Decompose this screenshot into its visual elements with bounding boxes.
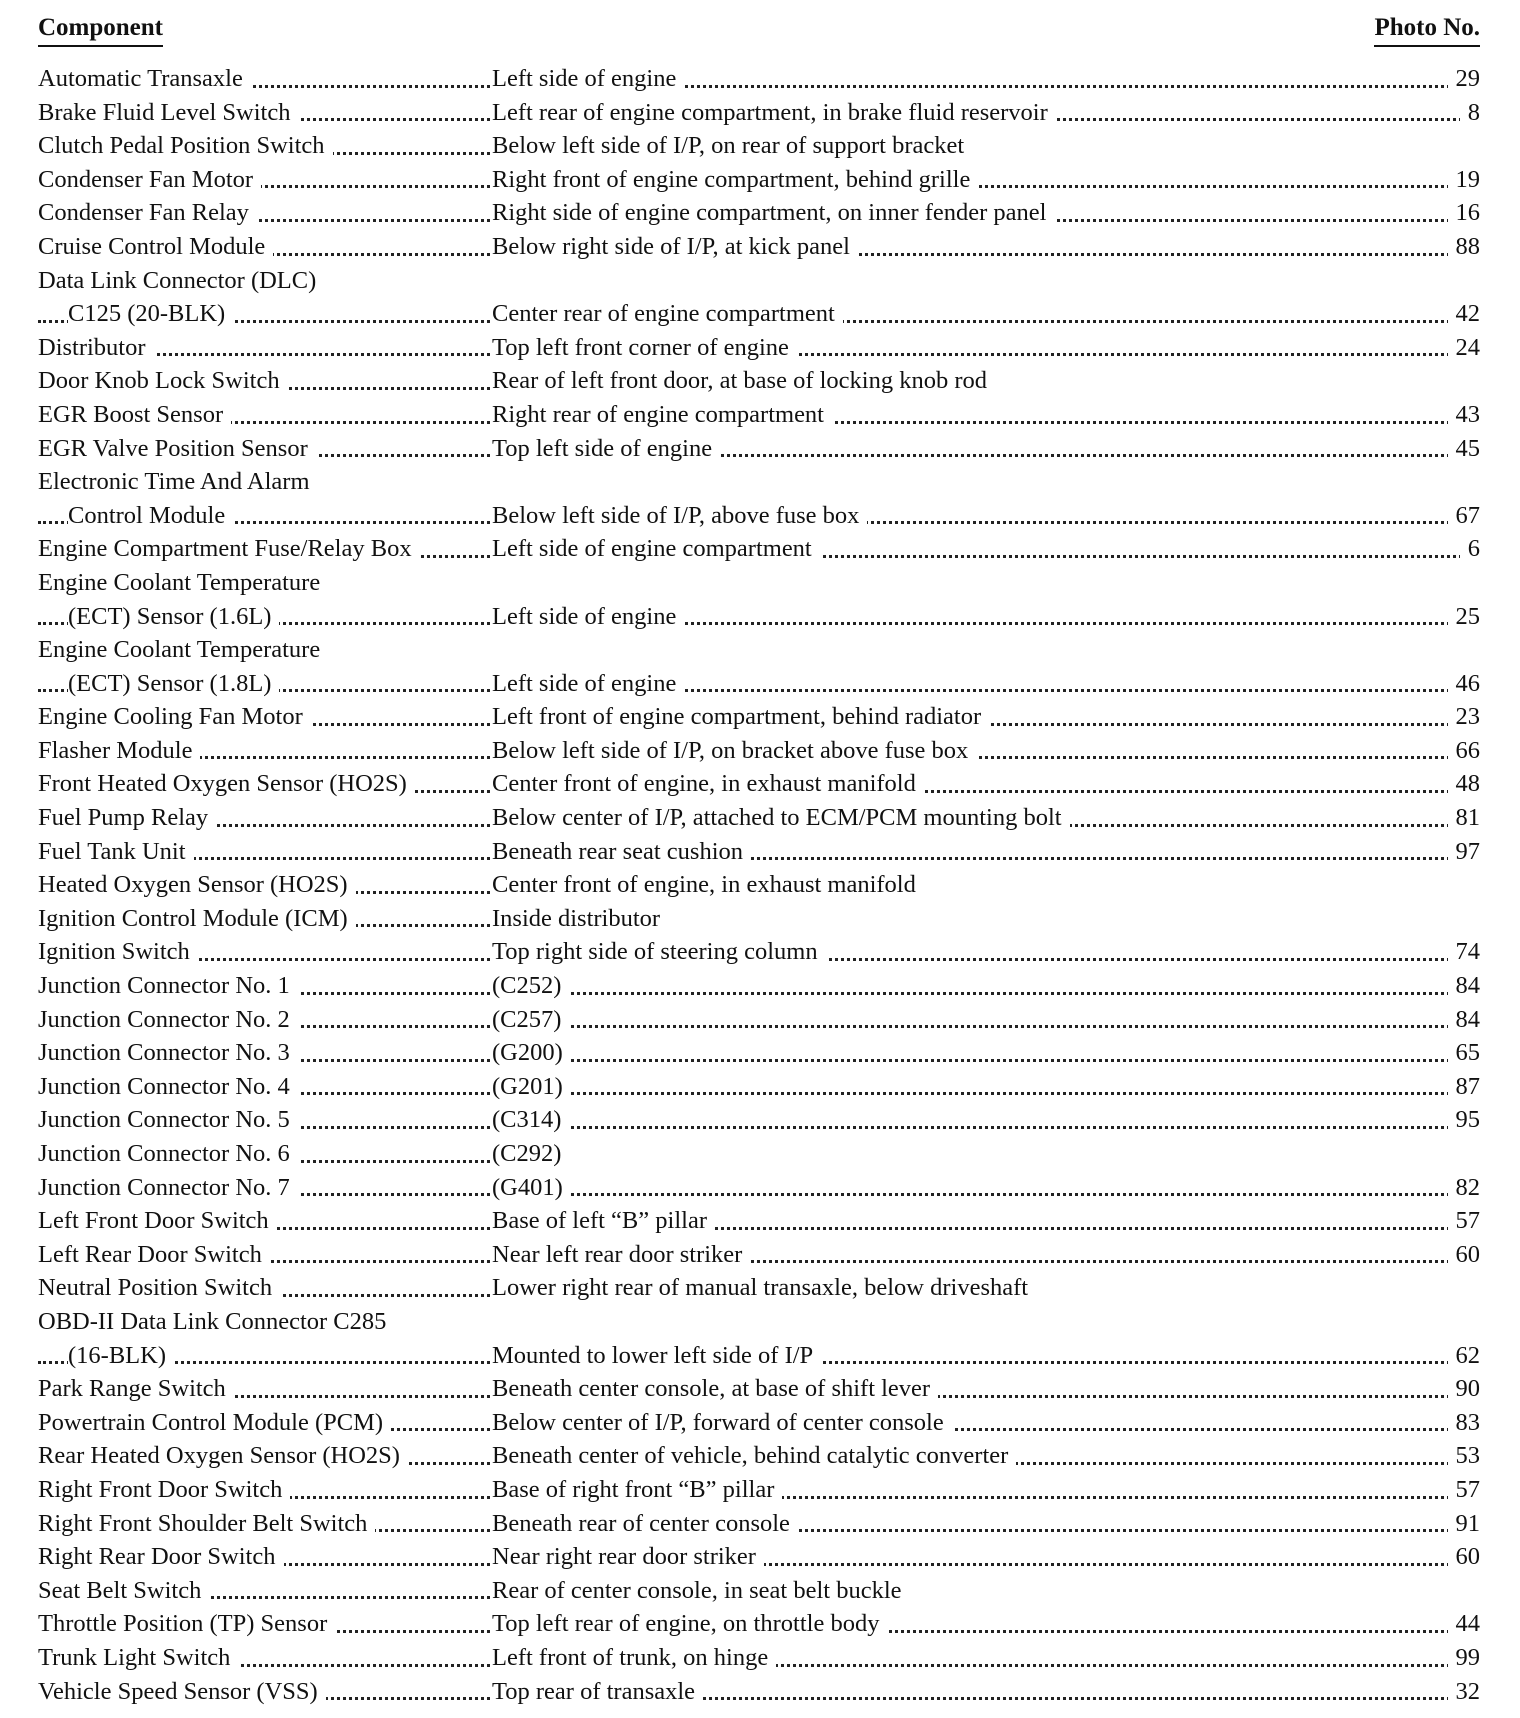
component-cell bbox=[38, 1305, 490, 1339]
photo-number: 84 bbox=[1448, 969, 1481, 1003]
table-row bbox=[38, 196, 1480, 230]
component-cell bbox=[38, 1406, 490, 1440]
photo-number: 84 bbox=[1448, 1003, 1481, 1037]
location-text: Below left side of I/P, above fuse box bbox=[492, 502, 867, 529]
photo-number: 53 bbox=[1448, 1439, 1481, 1473]
location-cell bbox=[492, 902, 1480, 936]
location-text: (C292) bbox=[492, 1140, 569, 1167]
component-cell bbox=[38, 1238, 490, 1272]
location-text: Top left side of engine bbox=[492, 435, 720, 462]
table-row bbox=[38, 767, 1480, 801]
location-text: Beneath center of vehicle, behind catalytic converter bbox=[492, 1442, 1016, 1469]
dot-leader bbox=[492, 992, 1480, 995]
location-cell bbox=[492, 1171, 1480, 1205]
location-cell bbox=[492, 1607, 1480, 1641]
dot-leader bbox=[492, 1059, 1480, 1062]
component-name: (16-BLK) bbox=[68, 1342, 174, 1369]
component-cell bbox=[38, 767, 490, 801]
component-name: Seat Belt Switch bbox=[38, 1577, 209, 1604]
location-cell bbox=[492, 398, 1480, 432]
location-text: Beneath rear of center console bbox=[492, 1510, 798, 1537]
dot-leader bbox=[492, 1193, 1480, 1196]
photo-number: 67 bbox=[1448, 499, 1481, 533]
component-name: Right Rear Door Switch bbox=[38, 1543, 284, 1570]
component-cell bbox=[38, 600, 490, 634]
location-cell bbox=[492, 667, 1480, 701]
table-row bbox=[38, 868, 1480, 902]
component-name: Junction Connector No. 3 bbox=[38, 1039, 298, 1066]
photo-number: 46 bbox=[1448, 667, 1481, 701]
location-cell bbox=[492, 700, 1480, 734]
table-row bbox=[38, 1675, 1480, 1709]
photo-number: 44 bbox=[1448, 1607, 1481, 1641]
component-name: Fuel Tank Unit bbox=[38, 838, 194, 865]
table-row bbox=[38, 1339, 1480, 1373]
photo-number: 95 bbox=[1448, 1103, 1481, 1137]
location-text: Center front of engine, in exhaust manifold bbox=[492, 871, 924, 898]
location-text: Left rear of engine compartment, in brake fluid reservoir bbox=[492, 99, 1056, 126]
table-row bbox=[38, 1574, 1480, 1608]
component-name: Trunk Light Switch bbox=[38, 1644, 238, 1671]
component-cell bbox=[38, 868, 490, 902]
component-cell bbox=[38, 1574, 490, 1608]
location-cell bbox=[492, 62, 1480, 96]
location-text: (G201) bbox=[492, 1073, 571, 1100]
location-cell bbox=[492, 767, 1480, 801]
location-text: Near left rear door striker bbox=[492, 1241, 750, 1268]
component-cell bbox=[38, 499, 490, 533]
location-cell bbox=[492, 532, 1480, 566]
location-cell bbox=[492, 1271, 1480, 1305]
component-table bbox=[38, 62, 1480, 1708]
component-name: Automatic Transaxle bbox=[38, 65, 251, 92]
component-name: Junction Connector No. 1 bbox=[38, 972, 298, 999]
location-cell bbox=[492, 297, 1480, 331]
photo-number: 23 bbox=[1448, 700, 1481, 734]
component-cell bbox=[38, 432, 490, 466]
location-text: Base of left “B” pillar bbox=[492, 1207, 715, 1234]
location-text: Center rear of engine compartment bbox=[492, 300, 843, 327]
location-text: Lower right rear of manual transaxle, below driveshaft bbox=[492, 1274, 1036, 1301]
component-name: Neutral Position Switch bbox=[38, 1274, 280, 1301]
component-name: Engine Cooling Fan Motor bbox=[38, 703, 311, 730]
location-text: Left side of engine bbox=[492, 65, 684, 92]
component-cell bbox=[38, 835, 490, 869]
photo-number: 65 bbox=[1448, 1036, 1481, 1070]
component-name: Condenser Fan Relay bbox=[38, 199, 257, 226]
location-cell bbox=[492, 1439, 1480, 1473]
location-cell bbox=[492, 1103, 1480, 1137]
component-cell bbox=[38, 1641, 490, 1675]
table-row bbox=[38, 129, 1480, 163]
location-text: Left side of engine bbox=[492, 603, 684, 630]
component-cell bbox=[38, 1507, 490, 1541]
component-cell bbox=[38, 532, 490, 566]
component-name: OBD-II Data Link Connector C285 bbox=[38, 1308, 394, 1335]
photo-number: 90 bbox=[1448, 1372, 1481, 1406]
location-cell bbox=[492, 1540, 1480, 1574]
table-row bbox=[38, 1238, 1480, 1272]
table-row bbox=[38, 331, 1480, 365]
location-cell bbox=[492, 801, 1480, 835]
location-text: (G401) bbox=[492, 1174, 571, 1201]
component-cell bbox=[38, 1070, 490, 1104]
dot-leader bbox=[492, 1025, 1480, 1028]
component-name: Throttle Position (TP) Sensor bbox=[38, 1610, 335, 1637]
location-text: Inside distributor bbox=[492, 905, 668, 932]
table-row bbox=[38, 734, 1480, 768]
component-name: Right Front Door Switch bbox=[38, 1476, 290, 1503]
location-text: Right side of engine compartment, on inner fender panel bbox=[492, 199, 1054, 226]
photo-number: 42 bbox=[1448, 297, 1481, 331]
component-name: Engine Coolant Temperature bbox=[38, 569, 328, 596]
location-text: Below left side of I/P, on rear of support bracket bbox=[492, 132, 972, 159]
component-cell bbox=[38, 62, 490, 96]
location-text: Left side of engine compartment bbox=[492, 535, 820, 562]
photo-number: 87 bbox=[1448, 1070, 1481, 1104]
location-text: Left front of trunk, on hinge bbox=[492, 1644, 776, 1671]
location-cell bbox=[492, 163, 1480, 197]
table-row bbox=[38, 62, 1480, 96]
location-text: Below center of I/P, forward of center console bbox=[492, 1409, 952, 1436]
location-text: Below center of I/P, attached to ECM/PCM mounting bolt bbox=[492, 804, 1070, 831]
location-text: Rear of center console, in seat belt buckle bbox=[492, 1577, 910, 1604]
component-name: Heated Oxygen Sensor (HO2S) bbox=[38, 871, 356, 898]
component-name: Control Module bbox=[68, 502, 233, 529]
component-cell bbox=[38, 364, 490, 398]
component-name: Right Front Shoulder Belt Switch bbox=[38, 1510, 375, 1537]
location-cell bbox=[492, 129, 1480, 163]
component-name: Front Heated Oxygen Sensor (HO2S) bbox=[38, 770, 415, 797]
component-name: Cruise Control Module bbox=[38, 233, 273, 260]
table-row bbox=[38, 1171, 1480, 1205]
photo-number: 25 bbox=[1448, 600, 1481, 634]
component-column-header: Component bbox=[38, 14, 163, 47]
component-name: Ignition Switch bbox=[38, 938, 198, 965]
photo-number: 88 bbox=[1448, 230, 1481, 264]
component-cell bbox=[38, 700, 490, 734]
table-row bbox=[38, 1003, 1480, 1037]
table-row bbox=[38, 969, 1480, 1003]
location-cell bbox=[492, 1238, 1480, 1272]
component-name: Powertrain Control Module (PCM) bbox=[38, 1409, 391, 1436]
table-row bbox=[38, 633, 1480, 667]
photo-number: 32 bbox=[1448, 1675, 1481, 1709]
table-row bbox=[38, 1204, 1480, 1238]
component-cell bbox=[38, 465, 490, 499]
component-cell bbox=[38, 1137, 490, 1171]
location-text: Below left side of I/P, on bracket above fuse box bbox=[492, 737, 976, 764]
component-cell bbox=[38, 935, 490, 969]
photo-number: 8 bbox=[1460, 96, 1480, 130]
table-row bbox=[38, 364, 1480, 398]
photo-number: 6 bbox=[1460, 532, 1480, 566]
component-cell bbox=[38, 1372, 490, 1406]
location-text: (G200) bbox=[492, 1039, 571, 1066]
component-name: Fuel Pump Relay bbox=[38, 804, 216, 831]
location-cell bbox=[492, 1675, 1480, 1709]
table-row bbox=[38, 600, 1480, 634]
table-row bbox=[38, 297, 1480, 331]
photo-number: 57 bbox=[1448, 1204, 1481, 1238]
photo-number: 66 bbox=[1448, 734, 1481, 768]
component-name: Junction Connector No. 6 bbox=[38, 1140, 298, 1167]
location-text: Right rear of engine compartment bbox=[492, 401, 832, 428]
photo-number: 60 bbox=[1448, 1238, 1481, 1272]
component-name: Engine Coolant Temperature bbox=[38, 636, 328, 663]
component-cell bbox=[38, 1607, 490, 1641]
photo-number: 48 bbox=[1448, 767, 1481, 801]
table-row bbox=[38, 398, 1480, 432]
location-cell bbox=[492, 1372, 1480, 1406]
component-cell bbox=[38, 1204, 490, 1238]
component-name: EGR Boost Sensor bbox=[38, 401, 231, 428]
component-cell bbox=[38, 297, 490, 331]
component-cell bbox=[38, 969, 490, 1003]
location-cell bbox=[492, 935, 1480, 969]
component-cell bbox=[38, 96, 490, 130]
table-row bbox=[38, 1406, 1480, 1440]
location-cell bbox=[492, 331, 1480, 365]
photo-number: 82 bbox=[1448, 1171, 1481, 1205]
component-cell bbox=[38, 633, 490, 667]
location-cell bbox=[492, 1406, 1480, 1440]
location-cell bbox=[492, 868, 1480, 902]
location-cell bbox=[492, 230, 1480, 264]
photo-number: 97 bbox=[1448, 835, 1481, 869]
component-name: C125 (20-BLK) bbox=[68, 300, 233, 327]
location-text: Rear of left front door, at base of locking knob rod bbox=[492, 367, 995, 394]
table-row bbox=[38, 801, 1480, 835]
component-name: Junction Connector No. 2 bbox=[38, 1006, 298, 1033]
table-row bbox=[38, 163, 1480, 197]
table-header bbox=[38, 14, 1480, 47]
dot-leader bbox=[492, 1126, 1480, 1129]
photo-number: 19 bbox=[1448, 163, 1481, 197]
component-name: Left Front Door Switch bbox=[38, 1207, 277, 1234]
location-text: (C314) bbox=[492, 1106, 569, 1133]
photo-number: 16 bbox=[1448, 196, 1481, 230]
location-cell bbox=[492, 969, 1480, 1003]
location-cell bbox=[492, 364, 1480, 398]
component-name: Flasher Module bbox=[38, 737, 200, 764]
component-cell bbox=[38, 667, 490, 701]
table-row bbox=[38, 1372, 1480, 1406]
photo-number: 62 bbox=[1448, 1339, 1481, 1373]
location-text: Near right rear door striker bbox=[492, 1543, 764, 1570]
table-row bbox=[38, 835, 1480, 869]
photo-number: 45 bbox=[1448, 432, 1481, 466]
table-row bbox=[38, 1439, 1480, 1473]
location-cell bbox=[492, 600, 1480, 634]
table-row bbox=[38, 1607, 1480, 1641]
table-row bbox=[38, 1103, 1480, 1137]
table-row bbox=[38, 264, 1480, 298]
component-cell bbox=[38, 566, 490, 600]
location-cell bbox=[492, 499, 1480, 533]
component-cell bbox=[38, 1171, 490, 1205]
location-text: (C257) bbox=[492, 1006, 569, 1033]
location-cell bbox=[492, 1641, 1480, 1675]
location-cell bbox=[492, 1204, 1480, 1238]
component-name: Engine Compartment Fuse/Relay Box bbox=[38, 535, 420, 562]
component-name: Left Rear Door Switch bbox=[38, 1241, 270, 1268]
component-cell bbox=[38, 163, 490, 197]
photo-number: 99 bbox=[1448, 1641, 1481, 1675]
component-name: Electronic Time And Alarm bbox=[38, 468, 318, 495]
table-row bbox=[38, 1036, 1480, 1070]
component-name: EGR Valve Position Sensor bbox=[38, 435, 316, 462]
component-cell bbox=[38, 902, 490, 936]
component-name: Rear Heated Oxygen Sensor (HO2S) bbox=[38, 1442, 408, 1469]
location-text: Top left front corner of engine bbox=[492, 334, 797, 361]
component-cell bbox=[38, 398, 490, 432]
table-row bbox=[38, 1070, 1480, 1104]
component-name: Ignition Control Module (ICM) bbox=[38, 905, 356, 932]
component-cell bbox=[38, 230, 490, 264]
table-row bbox=[38, 566, 1480, 600]
table-row bbox=[38, 1507, 1480, 1541]
location-text: Base of right front “B” pillar bbox=[492, 1476, 782, 1503]
component-name: Vehicle Speed Sensor (VSS) bbox=[38, 1678, 326, 1705]
component-cell bbox=[38, 1675, 490, 1709]
location-cell bbox=[492, 1137, 1480, 1171]
location-cell bbox=[492, 1473, 1480, 1507]
location-cell bbox=[492, 1003, 1480, 1037]
table-row bbox=[38, 432, 1480, 466]
component-cell bbox=[38, 801, 490, 835]
location-text: Top rear of transaxle bbox=[492, 1678, 703, 1705]
photo-number: 57 bbox=[1448, 1473, 1481, 1507]
table-row bbox=[38, 465, 1480, 499]
location-text: Beneath center console, at base of shift lever bbox=[492, 1375, 938, 1402]
photo-column-header: Photo No. bbox=[1374, 14, 1480, 47]
table-row bbox=[38, 230, 1480, 264]
location-cell bbox=[492, 1070, 1480, 1104]
location-cell bbox=[492, 96, 1480, 130]
component-name: Distributor bbox=[38, 334, 154, 361]
component-cell bbox=[38, 1540, 490, 1574]
photo-number: 74 bbox=[1448, 935, 1481, 969]
location-cell bbox=[492, 432, 1480, 466]
table-row bbox=[38, 1540, 1480, 1574]
component-cell bbox=[38, 1439, 490, 1473]
component-cell bbox=[38, 1103, 490, 1137]
location-text: Left side of engine bbox=[492, 670, 684, 697]
component-name: Data Link Connector (DLC) bbox=[38, 267, 324, 294]
component-name: Junction Connector No. 4 bbox=[38, 1073, 298, 1100]
photo-number: 29 bbox=[1448, 62, 1481, 96]
table-row bbox=[38, 1473, 1480, 1507]
location-cell bbox=[492, 1339, 1480, 1373]
component-name: Door Knob Lock Switch bbox=[38, 367, 288, 394]
photo-number: 91 bbox=[1448, 1507, 1481, 1541]
location-text: Center front of engine, in exhaust manifold bbox=[492, 770, 924, 797]
component-name: Junction Connector No. 7 bbox=[38, 1174, 298, 1201]
location-text: Below right side of I/P, at kick panel bbox=[492, 233, 858, 260]
table-row bbox=[38, 532, 1480, 566]
table-row bbox=[38, 935, 1480, 969]
component-cell bbox=[38, 264, 490, 298]
location-text: Top right side of steering column bbox=[492, 938, 826, 965]
component-name: Junction Connector No. 5 bbox=[38, 1106, 298, 1133]
component-cell bbox=[38, 1473, 490, 1507]
component-cell bbox=[38, 196, 490, 230]
component-name: Park Range Switch bbox=[38, 1375, 234, 1402]
component-cell bbox=[38, 734, 490, 768]
component-name: Brake Fluid Level Switch bbox=[38, 99, 298, 126]
dot-leader bbox=[492, 1092, 1480, 1095]
location-text: (C252) bbox=[492, 972, 569, 999]
component-cell bbox=[38, 331, 490, 365]
location-cell bbox=[492, 1036, 1480, 1070]
photo-number: 83 bbox=[1448, 1406, 1481, 1440]
component-cell bbox=[38, 1003, 490, 1037]
component-cell bbox=[38, 1036, 490, 1070]
component-cell bbox=[38, 1339, 490, 1373]
photo-number: 60 bbox=[1448, 1540, 1481, 1574]
location-cell bbox=[492, 835, 1480, 869]
component-name: Condenser Fan Motor bbox=[38, 166, 261, 193]
photo-number: 81 bbox=[1448, 801, 1481, 835]
table-row bbox=[38, 1641, 1480, 1675]
table-row bbox=[38, 902, 1480, 936]
location-text: Beneath rear seat cushion bbox=[492, 838, 751, 865]
table-row bbox=[38, 499, 1480, 533]
location-cell bbox=[492, 1574, 1480, 1608]
location-text: Mounted to lower left side of I/P bbox=[492, 1342, 821, 1369]
location-cell bbox=[492, 1507, 1480, 1541]
table-row bbox=[38, 96, 1480, 130]
component-name: (ECT) Sensor (1.6L) bbox=[68, 603, 279, 630]
location-text: Right front of engine compartment, behind grille bbox=[492, 166, 978, 193]
location-text: Left front of engine compartment, behind radiator bbox=[492, 703, 989, 730]
table-row bbox=[38, 1305, 1480, 1339]
photo-number: 43 bbox=[1448, 398, 1481, 432]
component-cell bbox=[38, 1271, 490, 1305]
location-cell bbox=[492, 734, 1480, 768]
component-name: Clutch Pedal Position Switch bbox=[38, 132, 333, 159]
table-row bbox=[38, 667, 1480, 701]
component-name: (ECT) Sensor (1.8L) bbox=[68, 670, 279, 697]
location-cell bbox=[492, 196, 1480, 230]
location-text: Top left rear of engine, on throttle body bbox=[492, 1610, 887, 1637]
photo-number: 24 bbox=[1448, 331, 1481, 365]
table-row bbox=[38, 1271, 1480, 1305]
component-cell bbox=[38, 129, 490, 163]
table-row bbox=[38, 700, 1480, 734]
table-row bbox=[38, 1137, 1480, 1171]
